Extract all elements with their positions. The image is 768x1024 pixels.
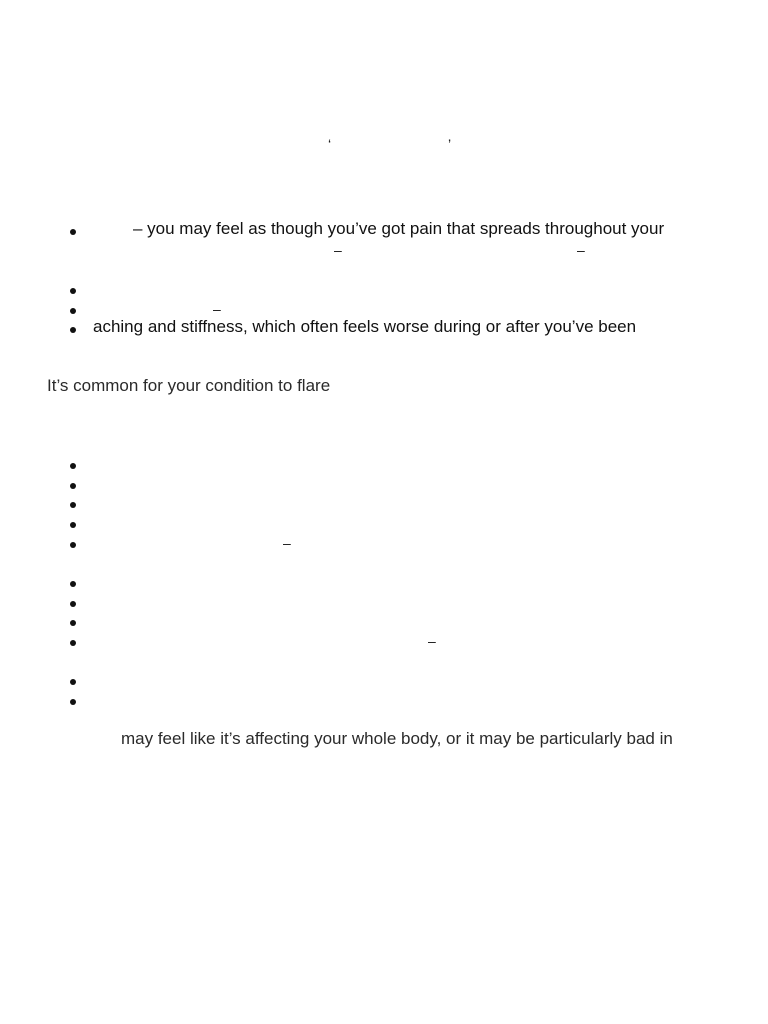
list-bullet [70,229,76,235]
list-bullet [70,601,76,607]
list-bullet [70,542,76,548]
symptoms-item-4-text: aching and stiffness, which often feels worse during or after you’ve been [93,317,637,336]
list-bullet [70,581,76,587]
list-bullet [70,679,76,685]
list-bullet [70,699,76,705]
list-bullet [70,502,76,508]
list-bullet [70,327,76,333]
close-quote-mark: ’ [448,136,452,152]
symptoms-item-1-dash-a: – [334,242,342,258]
additional-triggers-item-4-dash: – [428,633,436,649]
list-bullet [70,288,76,294]
list-bullet [70,522,76,528]
symptoms-item-3-dash: – [213,301,221,317]
list-bullet [70,463,76,469]
list-bullet [70,483,76,489]
flare-paragraph: It’s common for your condition to flare [47,376,331,395]
symptoms-item-1-text: – you may feel as though you’ve got pain that spreads throughout your [133,219,665,238]
closing-paragraph: may feel like it’s affecting your whole body, or it may be particularly bad in [121,729,673,748]
open-quote-mark: ‘ [328,136,332,152]
symptoms-item-1-dash-b: – [577,242,585,258]
triggers-item-5-dash: – [283,535,291,551]
list-bullet [70,640,76,646]
list-bullet [70,620,76,626]
list-bullet [70,308,76,314]
